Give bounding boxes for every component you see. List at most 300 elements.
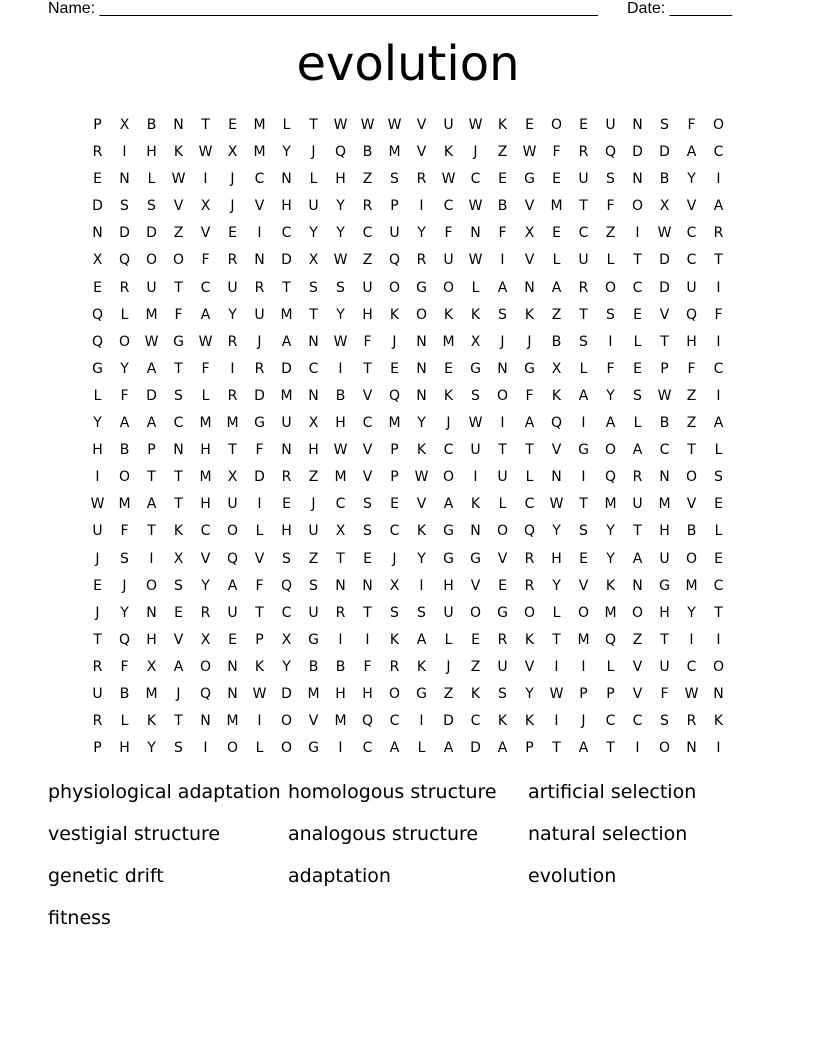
grid-letter: Y xyxy=(417,415,426,432)
grid-letter: P xyxy=(147,442,156,459)
grid-letter: E xyxy=(579,117,588,133)
grid-letter: N xyxy=(713,685,724,702)
grid-letter: F xyxy=(120,523,129,540)
grid-letter: O xyxy=(145,252,158,269)
grid-letter: Y xyxy=(282,658,291,675)
grid-letter: A xyxy=(146,496,157,513)
grid-letter: L xyxy=(309,171,318,188)
grid-letter: D xyxy=(659,252,670,269)
grid-letter: C xyxy=(281,225,292,242)
grid-letter: H xyxy=(119,740,130,757)
grid-letter: I xyxy=(338,360,343,377)
grid-letter: B xyxy=(119,442,130,459)
grid-letter: P xyxy=(93,740,102,757)
grid-letter: T xyxy=(174,469,183,486)
grid-letter: T xyxy=(309,117,318,133)
grid-letter: T xyxy=(201,117,210,133)
grid-letter: Q xyxy=(280,577,293,594)
grid-letter: O xyxy=(226,740,239,757)
grid-letter: Q xyxy=(604,631,617,648)
grid-letter: I xyxy=(203,740,208,757)
grid-row xyxy=(84,736,732,763)
grid-row xyxy=(84,574,732,601)
grid-row xyxy=(84,140,732,167)
grid-letter: M xyxy=(550,198,563,215)
grid-letter: U xyxy=(443,117,454,133)
grid-letter: B xyxy=(686,523,697,540)
grid-letter: J xyxy=(446,415,451,432)
grid-row xyxy=(84,492,732,519)
grid-letter: S xyxy=(633,387,642,404)
grid-letter: E xyxy=(174,604,183,621)
grid-letter: H xyxy=(335,415,346,432)
grid-letter: L xyxy=(552,604,561,621)
grid-letter: E xyxy=(363,550,372,567)
grid-letter: V xyxy=(416,496,427,513)
grid-row xyxy=(84,276,732,303)
grid-letter: S xyxy=(174,577,183,594)
grid-letter: G xyxy=(524,360,535,377)
grid-letter: I xyxy=(554,658,559,675)
grid-letter: T xyxy=(174,360,183,377)
grid-letter: C xyxy=(686,225,697,242)
grid-letter: Y xyxy=(525,685,534,702)
grid-letter: L xyxy=(120,713,129,730)
grid-letter: L xyxy=(552,252,561,269)
grid-letter: C xyxy=(443,198,454,215)
grid-letter: E xyxy=(498,171,507,188)
grid-letter: H xyxy=(281,523,292,540)
grid-letter: Q xyxy=(91,306,104,323)
grid-letter: G xyxy=(416,685,427,702)
grid-letter: M xyxy=(145,685,158,702)
grid-letter: I xyxy=(230,360,235,377)
grid-letter: F xyxy=(498,225,507,242)
grid-letter: M xyxy=(388,415,401,432)
grid-letter: E xyxy=(552,171,561,188)
grid-letter: T xyxy=(255,604,264,621)
grid-letter: V xyxy=(659,306,670,323)
grid-letter: N xyxy=(551,469,562,486)
grid-letter: C xyxy=(254,171,265,188)
grid-letter: O xyxy=(496,387,509,404)
grid-letter: S xyxy=(390,171,399,188)
grid-letter: K xyxy=(443,387,454,404)
grid-letter: W xyxy=(252,685,267,702)
grid-letter: B xyxy=(146,117,157,133)
grid-letter: A xyxy=(605,415,616,432)
grid-letter: L xyxy=(633,415,642,432)
grid-letter: W xyxy=(657,387,672,404)
grid-letter: Z xyxy=(443,685,454,702)
grid-letter: S xyxy=(606,306,615,323)
grid-letter: Z xyxy=(362,252,373,269)
grid-letter: S xyxy=(147,198,156,215)
grid-letter: Y xyxy=(552,523,561,540)
grid-letter: Y xyxy=(417,550,426,567)
grid-row xyxy=(84,519,732,546)
word-bank-item: adaptation xyxy=(288,865,391,887)
letter-grid xyxy=(84,113,732,763)
grid-letter: O xyxy=(469,604,482,621)
grid-letter: K xyxy=(416,442,427,459)
grid-letter: S xyxy=(309,577,318,594)
grid-letter: K xyxy=(254,658,265,675)
grid-letter: N xyxy=(281,442,292,459)
grid-letter: K xyxy=(470,496,481,513)
grid-letter: O xyxy=(712,117,725,133)
grid-letter: M xyxy=(118,496,131,513)
grid-letter: H xyxy=(308,442,319,459)
grid-letter: Q xyxy=(118,631,131,648)
grid-letter: E xyxy=(714,496,723,513)
grid-letter: A xyxy=(578,387,589,404)
grid-letter: F xyxy=(120,387,129,404)
grid-letter: O xyxy=(604,279,617,296)
grid-letter: N xyxy=(362,577,373,594)
grid-letter: U xyxy=(443,604,454,621)
grid-letter: N xyxy=(335,577,346,594)
grid-letter: N xyxy=(173,117,184,133)
grid-letter: R xyxy=(416,171,427,188)
grid-letter: G xyxy=(92,360,103,377)
grid-letter: Q xyxy=(550,415,563,432)
grid-letter: S xyxy=(120,550,129,567)
grid-letter: M xyxy=(199,415,212,432)
grid-letter: X xyxy=(308,415,319,432)
grid-letter: Q xyxy=(334,144,347,161)
grid-letter: M xyxy=(226,415,239,432)
grid-letter: T xyxy=(336,550,345,567)
grid-letter: I xyxy=(419,713,424,730)
grid-letter: M xyxy=(253,117,266,133)
grid-letter: H xyxy=(200,496,211,513)
grid-letter: K xyxy=(443,306,454,323)
grid-letter: R xyxy=(416,252,427,269)
grid-letter: S xyxy=(471,387,480,404)
grid-letter: T xyxy=(714,604,723,621)
grid-letter: H xyxy=(443,577,454,594)
grid-letter: I xyxy=(689,631,694,648)
grid-letter: N xyxy=(200,713,211,730)
grid-letter: F xyxy=(525,387,534,404)
grid-letter: N xyxy=(308,387,319,404)
grid-letter: S xyxy=(282,550,291,567)
grid-letter: A xyxy=(713,415,724,432)
grid-letter: S xyxy=(174,740,183,757)
grid-letter: K xyxy=(524,713,535,730)
grid-letter: C xyxy=(686,658,697,675)
grid-letter: F xyxy=(606,198,615,215)
grid-letter: D xyxy=(281,252,292,269)
grid-letter: T xyxy=(687,442,696,459)
grid-letter: M xyxy=(253,144,266,161)
grid-letter: K xyxy=(497,713,508,730)
grid-letter: I xyxy=(635,225,640,242)
grid-row xyxy=(84,709,732,736)
grid-letter: X xyxy=(470,333,481,350)
grid-letter: S xyxy=(336,279,345,296)
grid-letter: B xyxy=(551,333,562,350)
grid-letter: Q xyxy=(388,387,401,404)
grid-letter: S xyxy=(120,198,129,215)
grid-letter: I xyxy=(149,550,154,567)
grid-letter: T xyxy=(174,713,183,730)
word-bank-item: genetic drift xyxy=(48,865,164,887)
grid-letter: W xyxy=(360,117,375,133)
grid-letter: W xyxy=(657,225,672,242)
grid-letter: F xyxy=(444,225,453,242)
grid-letter: Z xyxy=(308,550,319,567)
grid-letter: C xyxy=(362,740,373,757)
grid-letter: L xyxy=(579,360,588,377)
grid-letter: B xyxy=(659,171,670,188)
grid-letter: O xyxy=(712,658,725,675)
grid-letter: L xyxy=(417,740,426,757)
grid-letter: E xyxy=(93,171,102,188)
grid-letter: G xyxy=(524,171,535,188)
grid-letter: N xyxy=(146,604,157,621)
grid-letter: R xyxy=(578,279,589,296)
grid-letter: M xyxy=(226,713,239,730)
grid-row xyxy=(84,248,732,275)
grid-letter: C xyxy=(659,442,670,459)
grid-letter: W xyxy=(468,117,483,133)
grid-letter: A xyxy=(389,740,400,757)
grid-letter: D xyxy=(470,740,481,757)
grid-letter: G xyxy=(308,631,319,648)
grid-letter: P xyxy=(525,740,534,757)
grid-letter: Y xyxy=(606,387,615,404)
grid-letter: L xyxy=(633,333,642,350)
grid-letter: W xyxy=(468,252,483,269)
grid-letter: O xyxy=(631,198,644,215)
grid-letter: W xyxy=(333,442,348,459)
grid-letter: V xyxy=(362,442,373,459)
grid-letter: R xyxy=(713,225,724,242)
grid-letter: W xyxy=(522,144,537,161)
grid-letter: E xyxy=(552,225,561,242)
grid-letter: I xyxy=(581,658,586,675)
grid-letter: C xyxy=(200,523,211,540)
grid-letter: Z xyxy=(632,631,643,648)
grid-letter: W xyxy=(333,252,348,269)
grid-letter: S xyxy=(363,523,372,540)
grid-letter: A xyxy=(713,198,724,215)
word-bank-item: artificial selection xyxy=(528,781,697,803)
grid-letter: W xyxy=(549,685,564,702)
grid-letter: V xyxy=(497,550,508,567)
grid-letter: F xyxy=(201,252,210,269)
grid-letter: F xyxy=(363,658,372,675)
grid-letter: L xyxy=(471,279,480,296)
grid-letter: J xyxy=(95,550,100,567)
grid-letter: I xyxy=(122,144,127,161)
grid-letter: K xyxy=(173,144,184,161)
grid-letter: V xyxy=(686,496,697,513)
grid-row xyxy=(84,384,732,411)
grid-row xyxy=(84,357,732,384)
grid-letter: K xyxy=(416,523,427,540)
grid-letter: K xyxy=(470,306,481,323)
grid-letter: Z xyxy=(686,387,697,404)
grid-letter: S xyxy=(579,523,588,540)
grid-letter: I xyxy=(716,171,721,188)
grid-letter: C xyxy=(389,523,400,540)
grid-letter: V xyxy=(416,117,427,133)
grid-letter: L xyxy=(255,523,264,540)
grid-letter: H xyxy=(146,144,157,161)
grid-letter: J xyxy=(230,171,235,188)
grid-letter: A xyxy=(173,658,184,675)
grid-letter: E xyxy=(471,631,480,648)
grid-letter: E xyxy=(633,360,642,377)
grid-letter: N xyxy=(416,333,427,350)
grid-letter: V xyxy=(632,658,643,675)
grid-letter: Z xyxy=(605,225,616,242)
grid-letter: T xyxy=(498,442,507,459)
grid-letter: X xyxy=(173,550,184,567)
grid-letter: A xyxy=(281,333,292,350)
grid-letter: A xyxy=(443,496,454,513)
grid-letter: P xyxy=(390,442,399,459)
grid-letter: P xyxy=(93,117,102,133)
grid-letter: M xyxy=(280,387,293,404)
grid-letter: K xyxy=(146,713,157,730)
grid-letter: E xyxy=(390,360,399,377)
grid-letter: W xyxy=(387,117,402,133)
grid-letter: T xyxy=(552,740,561,757)
grid-letter: Y xyxy=(687,604,696,621)
grid-letter: Z xyxy=(362,171,373,188)
grid-letter: T xyxy=(174,279,183,296)
grid-letter: I xyxy=(257,225,262,242)
grid-letter: Y xyxy=(336,225,345,242)
grid-letter: A xyxy=(146,360,157,377)
grid-letter: C xyxy=(443,442,454,459)
grid-letter: F xyxy=(255,577,264,594)
grid-letter: Q xyxy=(361,713,374,730)
grid-letter: Q xyxy=(604,144,617,161)
grid-letter: K xyxy=(605,577,616,594)
grid-letter: S xyxy=(390,604,399,621)
grid-letter: U xyxy=(578,171,589,188)
grid-letter: T xyxy=(633,523,642,540)
grid-letter: M xyxy=(199,469,212,486)
grid-letter: Y xyxy=(606,523,615,540)
grid-letter: F xyxy=(174,306,183,323)
grid-letter: Y xyxy=(201,577,210,594)
grid-letter: G xyxy=(470,550,481,567)
grid-letter: D xyxy=(659,279,670,296)
grid-letter: O xyxy=(415,306,428,323)
grid-letter: A xyxy=(632,442,643,459)
grid-letter: O xyxy=(631,604,644,621)
grid-letter: X xyxy=(524,225,535,242)
grid-letter: C xyxy=(335,496,346,513)
grid-letter: N xyxy=(173,442,184,459)
grid-letter: R xyxy=(200,604,211,621)
grid-letter: V xyxy=(308,713,319,730)
grid-letter: F xyxy=(552,144,561,161)
grid-letter: T xyxy=(147,523,156,540)
grid-letter: T xyxy=(93,631,102,648)
grid-letter: C xyxy=(713,144,724,161)
grid-letter: N xyxy=(119,171,130,188)
grid-letter: T xyxy=(282,279,291,296)
grid-letter: S xyxy=(309,279,318,296)
grid-letter: U xyxy=(362,279,373,296)
grid-row xyxy=(84,303,732,330)
grid-letter: K xyxy=(470,685,481,702)
grid-letter: J xyxy=(311,496,316,513)
grid-letter: D xyxy=(281,685,292,702)
grid-letter: O xyxy=(604,442,617,459)
grid-letter: I xyxy=(419,198,424,215)
grid-letter: B xyxy=(362,144,373,161)
grid-letter: V xyxy=(173,631,184,648)
grid-letter: A xyxy=(227,577,238,594)
grid-letter: K xyxy=(389,631,400,648)
grid-letter: W xyxy=(414,469,429,486)
grid-letter: R xyxy=(281,469,292,486)
grid-letter: J xyxy=(500,333,505,350)
grid-letter: T xyxy=(552,631,561,648)
grid-row xyxy=(84,655,732,682)
grid-letter: L xyxy=(255,740,264,757)
grid-letter: R xyxy=(362,198,373,215)
grid-letter: O xyxy=(280,740,293,757)
grid-letter: Z xyxy=(686,415,697,432)
grid-letter: U xyxy=(92,523,103,540)
name-field-label: Name: ________________________________________________________ xyxy=(48,0,598,17)
grid-letter: U xyxy=(686,279,697,296)
grid-letter: Y xyxy=(120,604,129,621)
grid-letter: F xyxy=(687,360,696,377)
grid-letter: L xyxy=(606,658,615,675)
grid-letter: I xyxy=(716,387,721,404)
grid-letter: U xyxy=(92,685,103,702)
grid-letter: O xyxy=(145,577,158,594)
grid-letter: Q xyxy=(199,685,212,702)
grid-letter: I xyxy=(608,333,613,350)
grid-letter: I xyxy=(581,469,586,486)
grid-letter: N xyxy=(308,333,319,350)
grid-letter: I xyxy=(581,415,586,432)
grid-letter: J xyxy=(446,658,451,675)
grid-letter: O xyxy=(226,523,239,540)
grid-letter: P xyxy=(606,685,615,702)
grid-letter: V xyxy=(578,577,589,594)
grid-letter: E xyxy=(228,117,237,133)
grid-letter: J xyxy=(230,198,235,215)
grid-letter: S xyxy=(498,685,507,702)
grid-letter: V xyxy=(524,658,535,675)
grid-letter: C xyxy=(524,496,535,513)
grid-letter: I xyxy=(365,631,370,648)
grid-letter: U xyxy=(308,604,319,621)
grid-letter: Q xyxy=(91,333,104,350)
grid-letter: O xyxy=(523,604,536,621)
grid-letter: R xyxy=(524,550,535,567)
grid-letter: W xyxy=(144,333,159,350)
grid-letter: U xyxy=(497,658,508,675)
grid-letter: O xyxy=(685,550,698,567)
grid-letter: S xyxy=(363,496,372,513)
grid-letter: N xyxy=(281,171,292,188)
grid-letter: H xyxy=(362,685,373,702)
grid-letter: T xyxy=(579,496,588,513)
